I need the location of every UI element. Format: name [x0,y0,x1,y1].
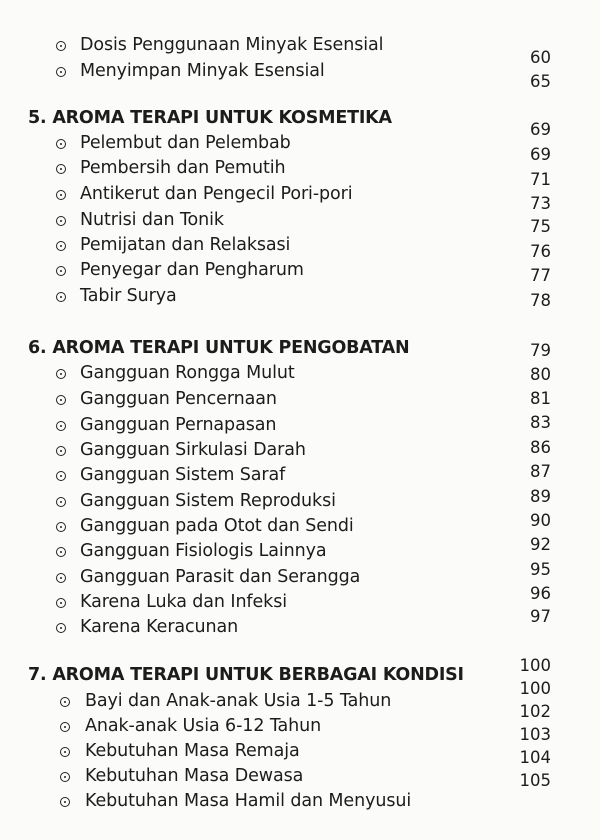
bullet-icon [56,623,66,633]
toc-entry-label: Karena Luka dan Infeksi [80,592,287,612]
toc-page-number: 100 [519,679,551,698]
toc-page-number: 102 [519,702,551,721]
toc-page-number: 89 [530,487,551,506]
bullet-icon [56,41,66,51]
toc-entry-label: Karena Keracunan [80,617,239,637]
chapter-page-number: 69 [530,120,551,139]
toc-page-number: 92 [530,535,551,554]
toc-page-number: 83 [530,413,551,432]
bullet-icon [56,67,66,77]
bullet-icon [60,772,70,782]
toc-entry-label: Gangguan Rongga Mulut [80,363,295,383]
chapter-page-number: 100 [519,656,551,675]
toc-entry-label: Gangguan Pernapasan [80,415,277,435]
toc-entry-label: Tabir Surya [80,286,177,306]
toc-entry-label: Bayi dan Anak-anak Usia 1-5 Tahun [85,691,392,711]
bullet-icon [56,471,66,481]
toc-page-number: 90 [530,511,551,530]
toc-page-number: 86 [530,438,551,457]
bullet-icon [56,241,66,251]
bullet-icon [60,747,70,757]
toc-entry-label: Dosis Penggunaan Minyak Esensial [80,35,384,55]
toc-page-number: 80 [530,365,551,384]
toc-page-number: 103 [519,725,551,744]
toc-entry-label: Nutrisi dan Tonik [80,210,224,230]
bullet-icon [56,369,66,379]
toc-entry-label: Penyegar dan Pengharum [80,260,304,280]
bullet-icon [56,547,66,557]
bullet-icon [60,697,70,707]
bullet-icon [56,573,66,583]
toc-entry-label: Anak-anak Usia 6-12 Tahun [85,716,322,736]
toc-entry-label: Pemijatan dan Relaksasi [80,235,291,255]
bullet-icon [56,395,66,405]
bullet-icon [56,421,66,431]
toc-page-number: 105 [519,771,551,790]
bullet-icon [60,722,70,732]
bullet-icon [56,164,66,174]
toc-page-number: 65 [530,72,551,91]
toc-entry-label: Antikerut dan Pengecil Pori-pori [80,184,353,204]
toc-page-number: 96 [530,584,551,603]
toc-page-number: 69 [530,145,551,164]
bullet-icon [56,598,66,608]
toc-entry-label: Gangguan Fisiologis Lainnya [80,541,327,561]
bullet-icon [56,139,66,149]
toc-entry-label: Gangguan Sistem Reproduksi [80,491,336,511]
toc-entry-label: Kebutuhan Masa Dewasa [85,766,304,786]
bullet-icon [56,292,66,302]
toc-entry-label: Pembersih dan Pemutih [80,158,286,178]
bullet-icon [56,446,66,456]
toc-entry-label: Pelembut dan Pelembab [80,133,291,153]
toc-entry-label: Gangguan pada Otot dan Sendi [80,516,354,536]
toc-entry-label: Gangguan Pencernaan [80,389,277,409]
toc-entry-label: Menyimpan Minyak Esensial [80,61,325,81]
toc-page-number: 73 [530,194,551,213]
toc-page-number: 95 [530,560,551,579]
chapter-page-number: 79 [530,341,551,360]
bullet-icon [56,216,66,226]
toc-page-number: 104 [519,748,551,767]
chapter-heading[interactable]: 5. AROMA TERAPI UNTUK KOSMETIKA [28,108,392,128]
toc-page-number: 60 [530,48,551,67]
toc-entry-label: Gangguan Sirkulasi Darah [80,440,306,460]
toc-entry-label: Kebutuhan Masa Hamil dan Menyusui [85,791,412,811]
toc-entry[interactable] [0,788,600,814]
toc-entry-label: Kebutuhan Masa Remaja [85,741,300,761]
toc-page-number: 76 [530,242,551,261]
bullet-icon [56,522,66,532]
toc-page-number: 75 [530,217,551,236]
bullet-icon [56,497,66,507]
toc-entry-label: Gangguan Sistem Saraf [80,465,286,485]
toc-page-number: 78 [530,291,551,310]
toc-page-number: 81 [530,389,551,408]
bullet-icon [56,190,66,200]
bullet-icon [60,797,70,807]
chapter-heading[interactable]: 7. AROMA TERAPI UNTUK BERBAGAI KONDISI [28,665,464,685]
toc-page-number: 71 [530,170,551,189]
toc-page-number: 77 [530,266,551,285]
bullet-icon [56,266,66,276]
chapter-heading[interactable]: 6. AROMA TERAPI UNTUK PENGOBATAN [28,338,410,358]
toc-page-number: 97 [530,607,551,626]
toc-entry-label: Gangguan Parasit dan Serangga [80,567,361,587]
toc-page-number: 87 [530,462,551,481]
